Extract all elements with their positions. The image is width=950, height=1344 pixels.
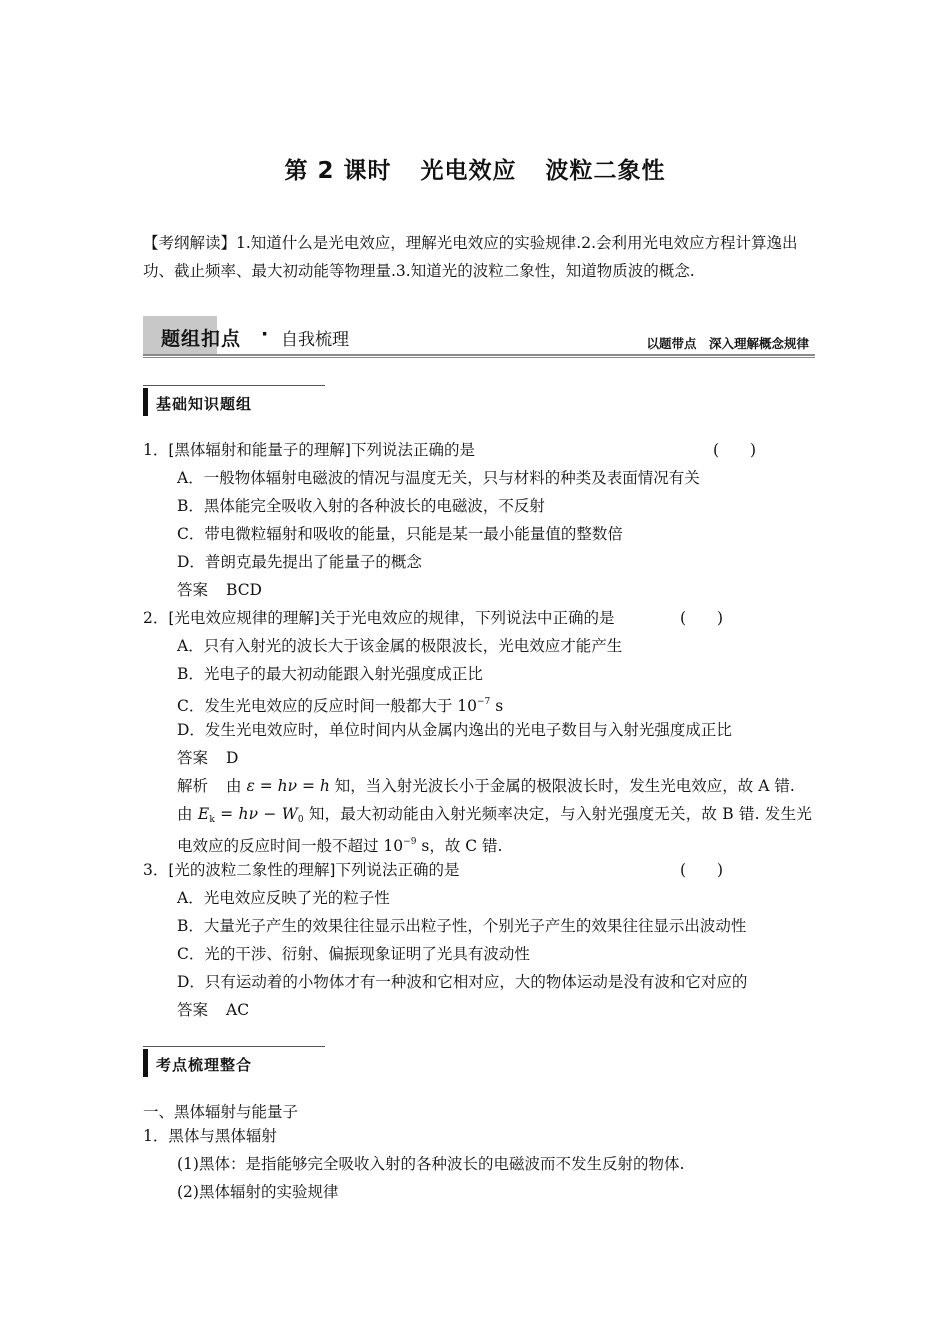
section-title: 题组扣点 <box>161 328 242 350</box>
section-dot: · <box>261 323 269 345</box>
question-stem: 关于光电效应的规律，下列说法中正确的是 <box>319 609 615 627</box>
answer-label: 答案 <box>177 1001 209 1019</box>
title-topic-1: 光电效应 <box>420 158 517 184</box>
option-b: B．大量光子产生的效果往往显示出粒子性，个别光子产生的效果往往显示出波动性 <box>177 917 747 935</box>
item-heading: 1．黑体与黑体辐射 <box>143 1127 277 1145</box>
answer-bracket: ( ) <box>680 609 724 627</box>
analysis-text: 由 <box>226 777 247 795</box>
exponent: −9 <box>403 837 417 847</box>
subheading-key-points <box>143 1046 328 1078</box>
option-d: D．只有运动着的小物体才有一种波和它相对应，大的物体运动是没有波和它对应的 <box>177 973 748 991</box>
analysis-line-1 <box>177 776 795 796</box>
question-tag: [光电效应规律的理解] <box>168 609 320 627</box>
option-a: A．只有入射光的波长大于该金属的极限波长，光电效应才能产生 <box>177 637 623 655</box>
analysis-text: 知，当入射光波长小于金属的极限波长时，发生光电效应，故 A 错. <box>329 777 795 795</box>
answer <box>177 748 238 768</box>
question-stem: 下列说法正确的是 <box>335 861 460 879</box>
analysis-line-2 <box>177 804 812 830</box>
question-number: 2． <box>143 609 169 627</box>
answer-value: AC <box>226 1001 250 1019</box>
sub-item-1: (1)黑体：是指能够完全吸收入射的各种波长的电磁波而不发生反射的物体. <box>177 1155 685 1173</box>
analysis-text: 由 <box>177 805 198 823</box>
section-subtitle: 自我梳理 <box>281 330 349 350</box>
symbol-W: W <box>281 805 298 823</box>
option-c: C．光的干涉、衍射、偏振现象证明了光具有波动性 <box>177 945 530 963</box>
analysis-text: 知，最大初动能由入射光频率决定，与入射光强度无关，故 B 错. 发生光 <box>303 805 813 823</box>
syllabus-outline <box>143 229 823 285</box>
analysis-line-3 <box>177 832 502 856</box>
subheading-basic-questions <box>143 385 328 417</box>
analysis-text: 电效应的反应时间一般不超过 10 <box>177 837 404 855</box>
sub-item-2: (2)黑体辐射的实验规律 <box>177 1183 339 1201</box>
subscript-k: k <box>209 815 215 825</box>
subheading-label: 考点梳理整合 <box>156 1056 253 1074</box>
option-c <box>177 692 503 716</box>
subheading-label: 基础知识题组 <box>156 395 253 413</box>
section-tagline: 以题带点 深入理解概念规律 <box>646 336 809 351</box>
analysis-label: 解析 <box>177 777 209 795</box>
option-d: D．发生光电效应时，单位时间内从金属内逸出的光电子数目与入射光强度成正比 <box>177 721 732 739</box>
option-a: A．一般物体辐射电磁波的情况与温度无关，只与材料的种类及表面情况有关 <box>177 469 700 487</box>
minus-sign: − <box>258 805 282 823</box>
option-d: D．普朗克最先提出了能量子的概念 <box>177 553 422 571</box>
equals-sign: = <box>215 805 239 823</box>
option-b: B．光电子的最大初动能跟入射光强度成正比 <box>177 665 483 683</box>
symbol-E: E <box>197 805 210 823</box>
answer-value: BCD <box>226 581 262 599</box>
question-2 <box>143 608 615 628</box>
equals-sign: = <box>297 777 320 795</box>
option-c-unit: s <box>490 697 504 715</box>
section-heading: 一、黑体辐射与能量子 <box>143 1103 299 1121</box>
analysis-text: s，故 C 错. <box>416 837 503 855</box>
page-title <box>0 152 950 185</box>
symbol-hv: hν <box>277 777 298 795</box>
symbol-epsilon: ε <box>246 777 255 795</box>
symbol-h: h <box>319 777 330 795</box>
subheading-rule <box>143 1046 325 1047</box>
answer <box>177 1000 249 1020</box>
question-stem: 下列说法正确的是 <box>350 441 475 459</box>
answer-bracket: ( ) <box>713 441 757 459</box>
answer-value: D <box>226 749 239 767</box>
question-1 <box>143 440 475 460</box>
option-b: B．黑体能完全吸收入射的各种波长的电磁波，不反射 <box>177 497 545 515</box>
subheading-marker <box>143 388 148 416</box>
subheading-rule <box>143 385 325 386</box>
outline-text: 1.知道什么是光电效应，理解光电效应的实验规律.2.会利用光电效应方程计算逸出功、截止频率、最大初动能等物理量.3.知道光的波粒二象性，知道物质波的概念. <box>143 234 798 280</box>
answer-label: 答案 <box>177 749 209 767</box>
outline-tag: 【考纲解读】 <box>143 234 237 252</box>
title-lesson: 第 2 课时 <box>284 158 392 184</box>
section-bar-rule-thin <box>143 357 815 358</box>
subscript-0: 0 <box>297 815 304 825</box>
option-c-exponent: −7 <box>477 697 491 707</box>
answer-label: 答案 <box>177 581 209 599</box>
question-number: 3． <box>143 861 169 879</box>
section-header-bar <box>143 316 815 358</box>
symbol-hv: hν <box>238 805 259 823</box>
subheading-marker <box>143 1049 148 1077</box>
equals-sign: = <box>254 777 278 795</box>
question-tag: [黑体辐射和能量子的理解] <box>168 441 351 459</box>
question-3 <box>143 860 460 880</box>
answer-bracket: ( ) <box>680 861 724 879</box>
option-a: A．光电效应反映了光的粒子性 <box>177 889 390 907</box>
option-c-text: C．发生光电效应的反应时间一般都大于 10 <box>177 697 478 715</box>
title-topic-2: 波粒二象性 <box>545 158 666 184</box>
question-tag: [光的波粒二象性的理解] <box>168 861 336 879</box>
answer <box>177 580 262 600</box>
question-number: 1． <box>143 441 169 459</box>
option-c: C．带电微粒辐射和吸收的能量，只能是某一最小能量值的整数倍 <box>177 525 623 543</box>
section-bar-rule <box>143 354 815 356</box>
